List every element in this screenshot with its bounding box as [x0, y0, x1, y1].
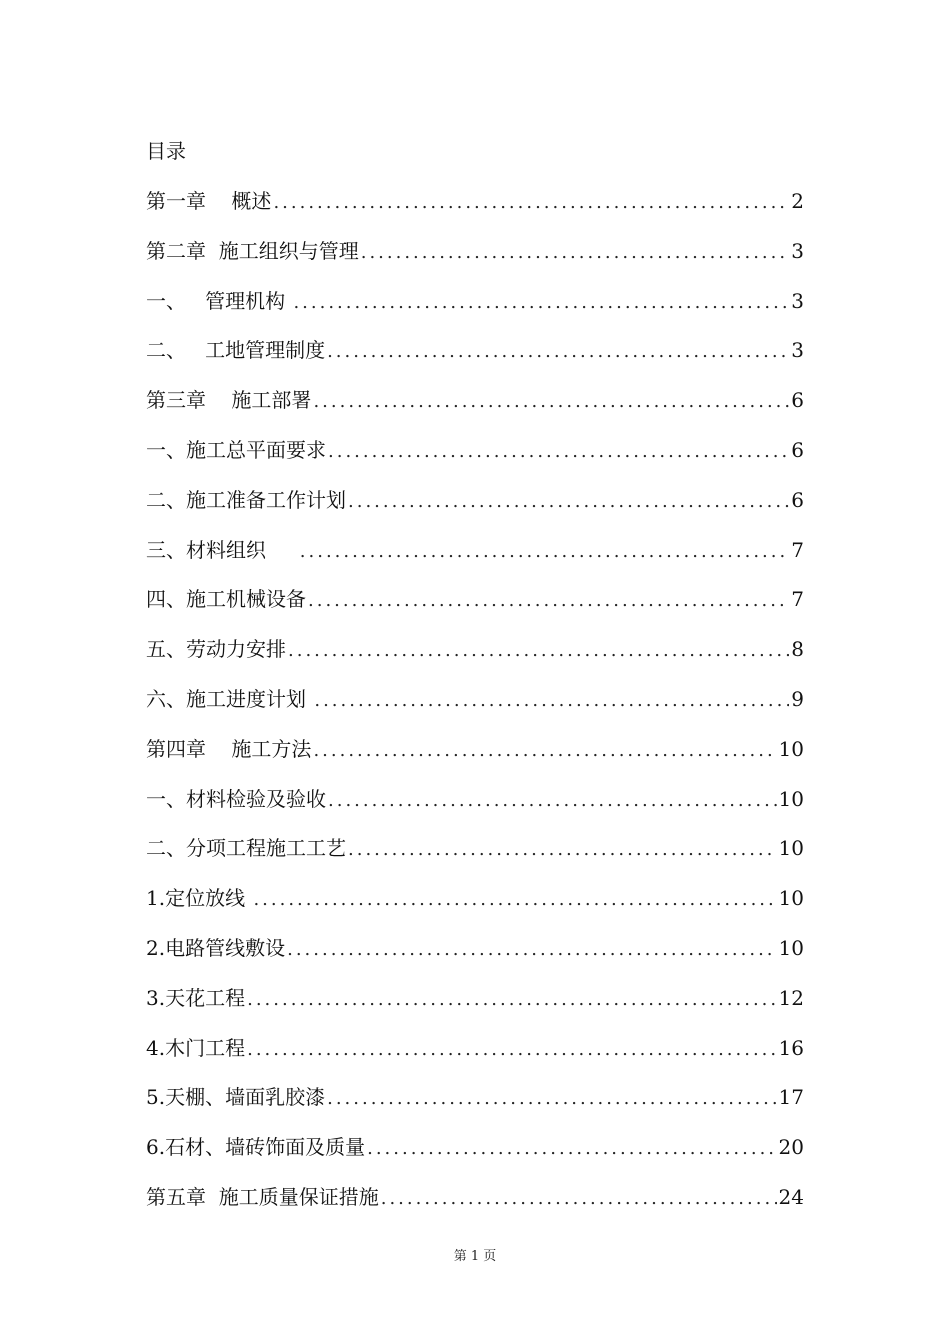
toc-entry-page: 3 [791, 238, 804, 263]
toc-dot-leader [327, 1084, 776, 1114]
toc-entry-label: 五、劳动力安排 [146, 637, 286, 662]
toc-entry[interactable] [146, 535, 804, 585]
toc-dot-leader [348, 487, 789, 517]
toc-entry[interactable] [146, 435, 804, 485]
toc-dot-leader [300, 537, 789, 567]
toc-entry-label: 四、施工机械设备 [146, 587, 306, 612]
toc-entry-label: 4.木门工程 [146, 1035, 246, 1060]
toc-dot-leader [348, 835, 777, 865]
toc-dot-leader [313, 387, 789, 417]
toc-entry-page: 3 [791, 288, 804, 313]
toc-dot-leader [313, 736, 776, 766]
toc-entry-label: 第一章 概述 [146, 189, 272, 213]
toc-entry-page: 16 [778, 1035, 804, 1060]
toc-dot-leader [273, 188, 789, 218]
toc-entry[interactable] [146, 1033, 804, 1083]
toc-entry[interactable] [146, 983, 804, 1033]
toc-dot-leader [308, 586, 789, 616]
toc-entry[interactable] [146, 933, 804, 983]
toc-entry[interactable] [146, 734, 804, 784]
toc-entry-label: 6.石材、墙砖饰面及质量 [146, 1135, 366, 1160]
toc-entry-page: 8 [791, 637, 804, 662]
toc-dot-leader [328, 437, 789, 467]
toc-entry-label: 2.电路管线敷设 [146, 935, 286, 960]
toc-entry-page: 3 [791, 338, 804, 363]
toc-entry-label: 1.定位放线 [146, 886, 252, 911]
toc-entry-page: 2 [791, 189, 804, 213]
toc-entry[interactable] [146, 684, 804, 734]
toc-entry[interactable] [146, 186, 804, 236]
footer-prefix: 第 [453, 1249, 467, 1264]
toc-entry-page: 20 [778, 1135, 804, 1160]
toc-entry[interactable] [146, 236, 804, 286]
page-footer [0, 1248, 950, 1266]
toc-list [146, 186, 804, 1232]
toc-dot-leader [361, 238, 790, 268]
toc-dot-leader [327, 337, 789, 367]
toc-dot-leader [367, 1134, 776, 1164]
toc-entry-page: 10 [778, 886, 804, 911]
toc-entry-label: 第二章 施工组织与管理 [146, 238, 359, 263]
toc-entry-label: 5.天棚、墙面乳胶漆 [146, 1085, 326, 1110]
toc-entry-page: 10 [778, 736, 804, 761]
toc-entry-label: 二、分项工程施工工艺 [146, 836, 346, 861]
toc-entry[interactable] [146, 1182, 804, 1232]
toc-entry-page: 9 [791, 686, 804, 711]
toc-entry-page: 6 [791, 388, 804, 413]
toc-entry-page: 10 [778, 836, 804, 861]
toc-entry-label: 一、施工总平面要求 [146, 437, 326, 462]
toc-entry-label: 第四章 施工方法 [146, 736, 312, 761]
footer-page-number: 1 [470, 1249, 480, 1264]
toc-entry[interactable] [146, 385, 804, 435]
toc-entry-label: 六、施工进度计划 [146, 686, 313, 711]
toc-entry-page: 10 [778, 786, 804, 811]
toc-dot-leader [293, 288, 789, 318]
toc-entry-label: 二、施工准备工作计划 [146, 487, 346, 512]
toc-entry-page: 7 [791, 537, 804, 562]
toc-dot-leader [314, 686, 789, 716]
toc-dot-leader [287, 935, 776, 965]
toc-entry-page: 10 [778, 935, 804, 960]
toc-entry-page: 24 [778, 1184, 804, 1209]
toc-entry[interactable] [146, 485, 804, 535]
toc-dot-leader [247, 985, 776, 1015]
toc-entry[interactable] [146, 335, 804, 385]
toc-entry-label: 3.天花工程 [146, 985, 246, 1010]
toc-dot-leader [381, 1184, 777, 1214]
toc-entry-label: 一、材料检验及验收 [146, 786, 326, 811]
toc-entry[interactable] [146, 883, 804, 933]
toc-entry-label: 第五章 施工质量保证措施 [146, 1184, 379, 1209]
toc-entry-page: 17 [778, 1085, 804, 1110]
toc-entry-page: 6 [791, 487, 804, 512]
toc-title: 目录 [146, 139, 186, 163]
toc-dot-leader [288, 636, 789, 666]
toc-entry-label: 一、 管理机构 [146, 288, 292, 313]
toc-dot-leader [253, 885, 776, 915]
toc-entry-page: 7 [791, 587, 804, 612]
toc-entry-label: 三、材料组织 [146, 537, 298, 562]
toc-entry[interactable] [146, 1132, 804, 1182]
toc-entry[interactable] [146, 833, 804, 883]
toc-entry[interactable] [146, 1082, 804, 1132]
toc-entry[interactable] [146, 784, 804, 834]
footer-suffix: 页 [483, 1249, 497, 1264]
toc-entry-label: 二、 工地管理制度 [146, 338, 326, 363]
toc-entry[interactable] [146, 634, 804, 684]
toc-entry[interactable] [146, 584, 804, 634]
toc-entry[interactable] [146, 286, 804, 336]
toc-entry-page: 12 [778, 985, 804, 1010]
toc-entry-page: 6 [791, 437, 804, 462]
toc-dot-leader [328, 786, 777, 816]
toc-dot-leader [247, 1035, 776, 1065]
toc-entry-label: 第三章 施工部署 [146, 388, 312, 413]
